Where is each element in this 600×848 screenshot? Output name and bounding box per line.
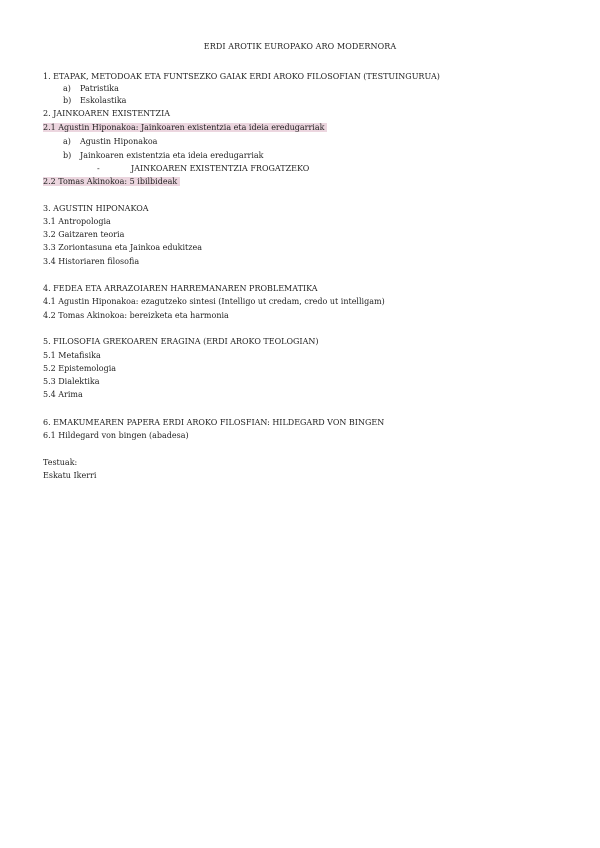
list-marker: -	[97, 164, 100, 173]
outline-line	[43, 242, 202, 253]
line-text: 3. AGUSTIN HIPONAKOA	[43, 204, 149, 213]
line-text: Eskolastika	[80, 96, 127, 105]
line-text: 3.4 Historiaren filosofia	[43, 257, 140, 266]
outline-line	[43, 256, 139, 267]
document-title: ERDI AROTIK EUROPAKO ARO MODERNORA	[203, 42, 397, 51]
outline-line	[43, 430, 189, 441]
outline-line	[43, 176, 180, 187]
outline-line	[43, 296, 385, 307]
line-text: 3.1 Antropologia	[43, 217, 111, 226]
line-text: Agustin Hiponakoa	[80, 137, 158, 146]
outline-line	[63, 150, 264, 161]
outline-line	[63, 83, 119, 94]
line-text: 5.2 Epistemologia	[43, 364, 117, 373]
line-text: 5.4 Arima	[43, 390, 83, 399]
outline-line	[43, 336, 318, 347]
line-text: Patristika	[80, 84, 119, 93]
outline-line	[43, 457, 77, 468]
line-text: 5.1 Metafisika	[43, 351, 101, 360]
outline-line	[43, 389, 83, 400]
line-text: 2. JAINKOAREN EXISTENTZIA	[43, 109, 171, 118]
outline-line	[43, 283, 318, 294]
outline-line	[43, 203, 149, 214]
line-text: 3.3 Zoriontasuna eta Jainkoa edukitzea	[43, 243, 202, 252]
line-text: Testuak:	[43, 458, 78, 467]
outline-line	[43, 71, 440, 82]
outline-line	[43, 122, 327, 133]
line-text: 5.3 Dialektika	[43, 377, 100, 386]
list-marker: b)	[63, 151, 72, 160]
line-text: JAINKOAREN EXISTENTZIA FROGATZEKO	[131, 164, 310, 173]
outline-line	[43, 216, 111, 227]
line-text: 6. EMAKUMEAREN PAPERA ERDI AROKO FILOSFIAN: HILDEGARD VON BINGEN	[43, 418, 385, 427]
outline-line	[43, 470, 96, 481]
outline-line	[43, 363, 116, 374]
outline-line	[97, 163, 309, 174]
outline-line	[43, 350, 101, 361]
line-text: 4.1 Agustin Hiponakoa: ezagutzeko sintesi (Intelligo ut credam, credo ut intelligam)	[43, 297, 385, 306]
highlighted-line-text: 2.2 Tomas Akinokoa: 5 ibilbideak	[43, 177, 180, 186]
outline-line	[43, 417, 384, 428]
outline-line	[43, 310, 229, 321]
line-text: 4. FEDEA ETA ARRAZOIAREN HARREMANAREN PROBLEMATIKA	[43, 284, 318, 293]
line-text: Jainkoaren existentzia eta ideia eredugarriak	[80, 151, 264, 160]
line-text: 5. FILOSOFIA GREKOAREN ERAGINA (ERDI AROKO TEOLOGIAN)	[43, 337, 319, 346]
list-marker: a)	[63, 137, 71, 146]
line-text: 4.2 Tomas Akinokoa: bereizketa eta harmonia	[43, 311, 229, 320]
line-text: Eskatu Ikerri	[43, 471, 97, 480]
outline-line	[43, 229, 124, 240]
list-marker: b)	[63, 96, 72, 105]
list-marker: a)	[63, 84, 71, 93]
line-text: 1. ETAPAK, METODOAK ETA FUNTSEZKO GAIAK ERDI AROKO FILOSOFIAN (TESTUINGURUA)	[43, 72, 440, 81]
outline-line	[43, 108, 170, 119]
line-text: 6.1 Hildegard von bingen (abadesa)	[43, 431, 189, 440]
outline-line	[43, 376, 100, 387]
highlighted-line-text: 2.1 Agustin Hiponakoa: Jainkoaren existentzia eta ideia eredugarriak	[43, 123, 327, 132]
outline-line	[63, 136, 157, 147]
outline-line	[63, 95, 126, 106]
line-text: 3.2 Gaitzaren teoria	[43, 230, 125, 239]
